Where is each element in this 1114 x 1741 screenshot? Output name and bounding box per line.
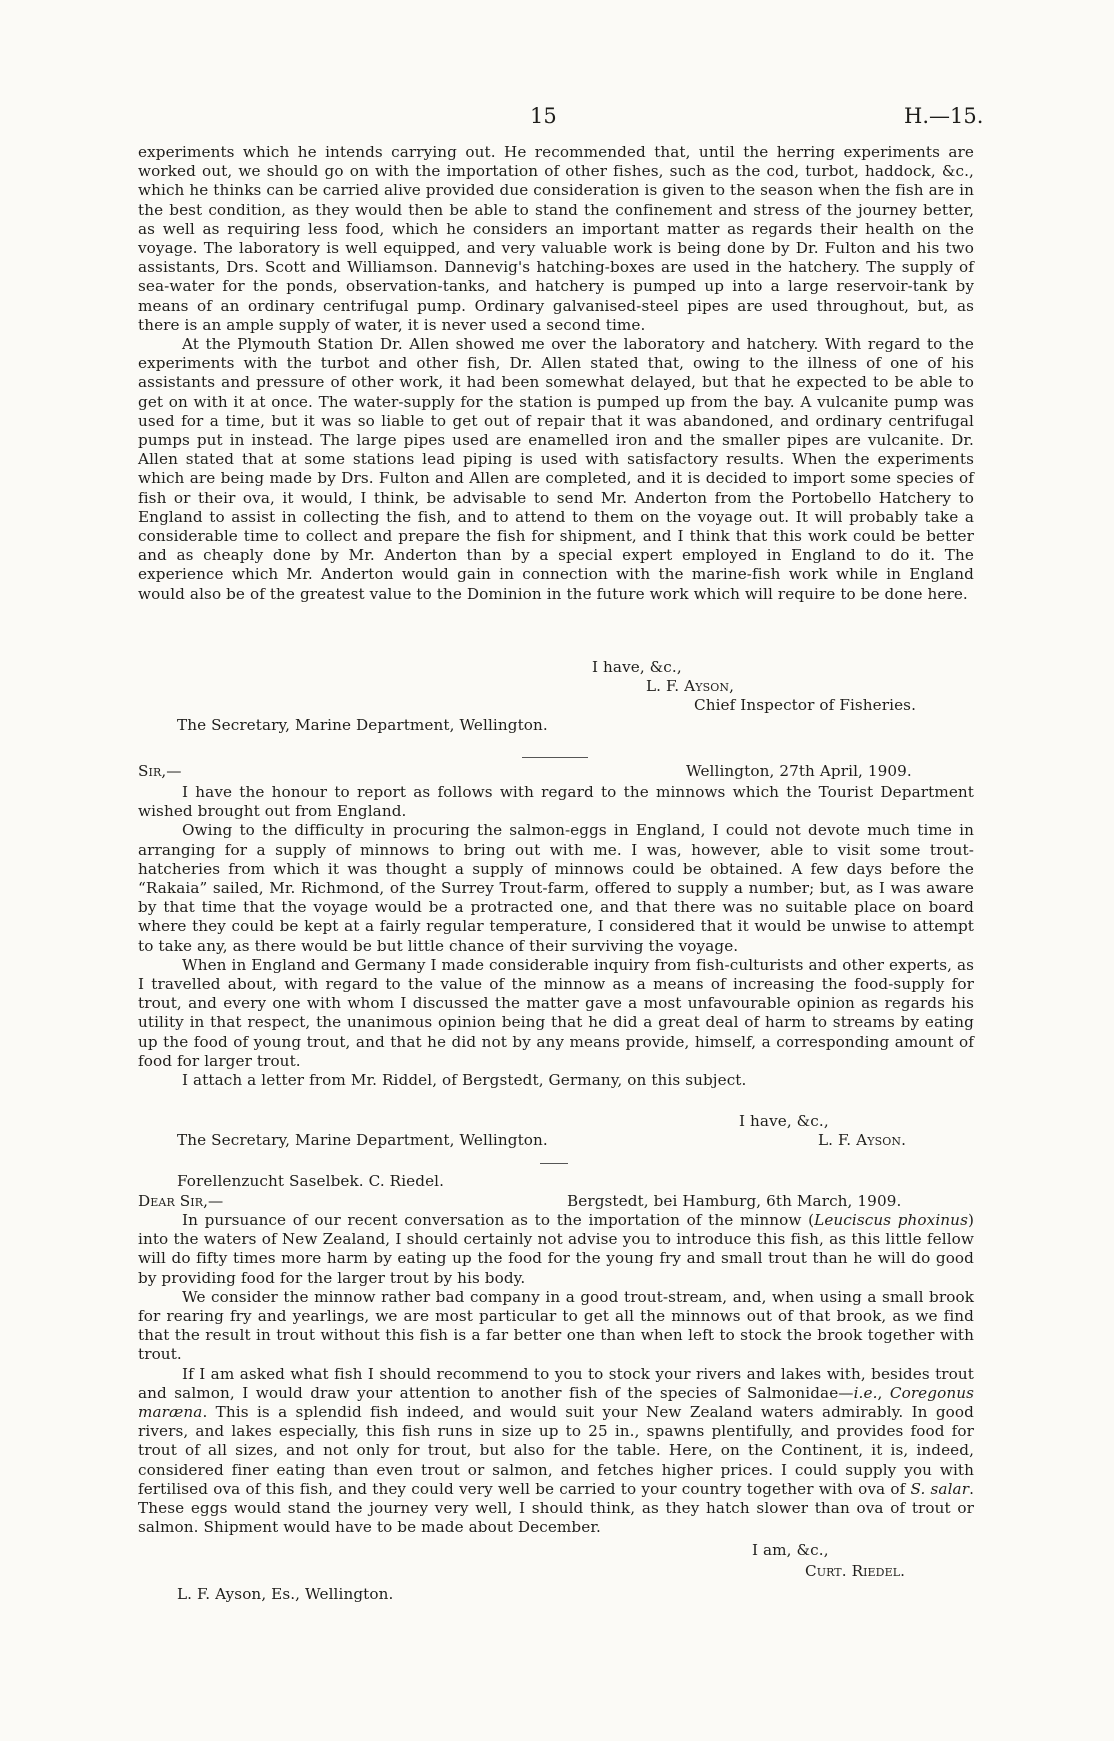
page-number: 15 — [530, 104, 557, 128]
letter2-paragraph: Owing to the difficulty in procuring the salmon-eggs in England, I could not devote much time in arranging for a supply of minnows to bring out with me. I was, however, able to visit some trout-hatcheries from which it was thought a supply of minnows could be obtained. A few days before the “Rakaia” sailed, Mr. Richmond, of the Surrey Trout-farm, offered to supply a number; but, as I was aware by that time that the voyage would be a protracted one, and that there was no suitable place on board where they could be kept at a fairly regular temperature, I considered that it would be unwise to attempt to take any, as there would be but little chance of their surviving the voyage. — [138, 821, 974, 955]
letter1-paragraph: At the Plymouth Station Dr. Allen showed me over the laboratory and hatchery. With regard to the experiments with the turbot and other fish, Dr. Allen stated that, owing to the illness of one of his assistants and pressure of other work, it had been somewhat delayed, but that he expected to be able to get on with it at once. The water-supply for the station is pumped up from the bay. A vulcanite pump was used for a time, but it was so liable to get out of repair that it was abandoned, and ordinary centrifugal pumps put in instead. The large pipes used are enamelled iron and the smaller pipes are vulcanite. Dr. Allen stated that at some stations lead piping is used with satisfactory results. When the experiments which are being made by Drs. Fulton and Allen are completed, and it is decided to import some species of fish or their ova, it would, I think, be advisable to send Mr. Anderton from the Portobello Hatchery to England to assist in collecting the fish, and to attend to them on the voyage out. It will probably take a considerable time to collect and prepare the fish for shipment, and I think that this work could be better and as cheaply done by Mr. Anderton than by a special expert employed in England to do it. The experience which Mr. Anderton would gain in connection with the marine-fish work while in England would also be of the greatest value to the Dominion in the future work which will require to be done here. — [138, 335, 974, 603]
section-divider — [522, 757, 588, 758]
letter3-paragraph: We consider the minnow rather bad company in a good trout-stream, and, when using a small brook for rearing fry and yearlings, we are most particular to get all the minnows out of that brook, as we find that the result in trout without this fish is a far better one than when left to stock the brook together with trout. — [138, 1287, 974, 1364]
letter3-letterhead: Forellenzucht Saselbek. C. Riedel. — [177, 1172, 445, 1190]
letter2-salutation: Sir,— — [138, 762, 182, 780]
letter3-body — [138, 1211, 974, 1537]
species-name: Leuciscus phoxinus — [814, 1211, 968, 1229]
letter2-closing: I have, &c., — [739, 1112, 829, 1130]
letter1-signer-title: Chief Inspector of Fisheries. — [694, 696, 916, 714]
letter2-paragraph: I have the honour to report as follows with regard to the minnows which the Tourist Department wished brought out from England. — [138, 783, 974, 821]
letter3-addressee: L. F. Ayson, Es., Wellington. — [177, 1585, 394, 1603]
letter3-closing: I am, &c., — [752, 1541, 829, 1559]
letter2-dateline: Wellington, 27th April, 1909. — [686, 762, 912, 780]
letter1-paragraph: experiments which he intends carrying out. He recommended that, until the herring experiments are worked out, we should go on with the importation of other fishes, such as the cod, turbot, haddock, &c., which he thinks can be carried alive provided due consideration is given to the season when the fish are in the best condition, as they would then be able to stand the confinement and stress of the journey better, as well as requiring less food, which he considers an important matter as regards their health on the voyage. The laboratory is well equipped, and very valuable work is being done by Dr. Fulton and his two assistants, Drs. Scott and Williamson. Dannevig's hatching-boxes are used in the hatchery. The supply of sea-water for the ponds, observation-tanks, and hatchery is pumped up into a large reservoir-tank by means of an ordinary centrifugal pump. Ordinary galvanised-steel pipes are used throughout, but, as there is an ample supply of water, it is never used a second time. — [138, 143, 974, 334]
letter2-paragraph: I attach a letter from Mr. Riddel, of Bergstedt, Germany, on this subject. — [182, 1071, 747, 1090]
letter2-paragraph: When in England and Germany I made considerable inquiry from fish-culturists and other experts, as I travelled about, with regard to the value of the minnow as a means of increasing the food-supply for trout, and every one with whom I discussed the matter gave a most unfavourable opinion as regards his utility in that respect, the unanimous opinion being that he did a great deal of harm to streams by eating up the food of young trout, and that he did not by any means provide, himself, a corresponding amount of food for larger trout. — [138, 955, 975, 1070]
letter2-signer: L. F. Ayson. — [818, 1131, 907, 1149]
species-name: S. salar — [910, 1479, 970, 1498]
document-reference: H.—15. — [904, 104, 984, 128]
letter2-body — [138, 783, 974, 1090]
letter3-salutation: Dear Sir,— — [138, 1192, 224, 1210]
letter2-addressee: The Secretary, Marine Department, Wellington. — [177, 1131, 548, 1149]
letter3-paragraph: If I am asked what fish I should recommend to you to stock your rivers and lakes with, besides trout and salmon, I would draw your attention to another fish of the species of Salmonidae—i.e., Coregonus maræna. This is a splendid fish indeed, and would suit your New Zealand waters admirably. In good rivers, and lakes especially, this fish runs in size up to 25 in., spawns plentifully, and provides food for trout of all sizes, and not only for trout, but also for the table. Here, on the Continent, it is, indeed, considered finer eating than even trout or salmon, and fetches higher prices. I could supply you with fertilised ova of this fish, and they could very well be carried to your country together with ova of S. salar. These eggs would stand the journey very well, I should think, as they hatch slower than ova of trout or salmon. Shipment would have to be made about December. — [138, 1364, 974, 1537]
species-name: Coregonus maræna — [138, 1383, 974, 1422]
letter1-closing: I have, &c., — [592, 658, 682, 676]
letter1-signer: L. F. Ayson, — [646, 677, 735, 695]
letter1-body — [138, 143, 974, 604]
letter1-addressee: The Secretary, Marine Department, Wellington. — [177, 716, 548, 734]
letter3-paragraph: In pursuance of our recent conversation as to the importation of the minnow (Leuciscus phoxinus) into the waters of New Zealand, I should certainly not advise you to introduce this fish, as this little fellow will do fifty times more harm by eating up the food for the young fry and small trout than he will do good by providing food for the larger trout by his body. — [138, 1211, 974, 1287]
letter3-signer: Curt. Riedel. — [805, 1562, 906, 1580]
letter3-dateline: Bergstedt, bei Hamburg, 6th March, 1909. — [567, 1192, 902, 1210]
section-divider — [540, 1163, 568, 1164]
